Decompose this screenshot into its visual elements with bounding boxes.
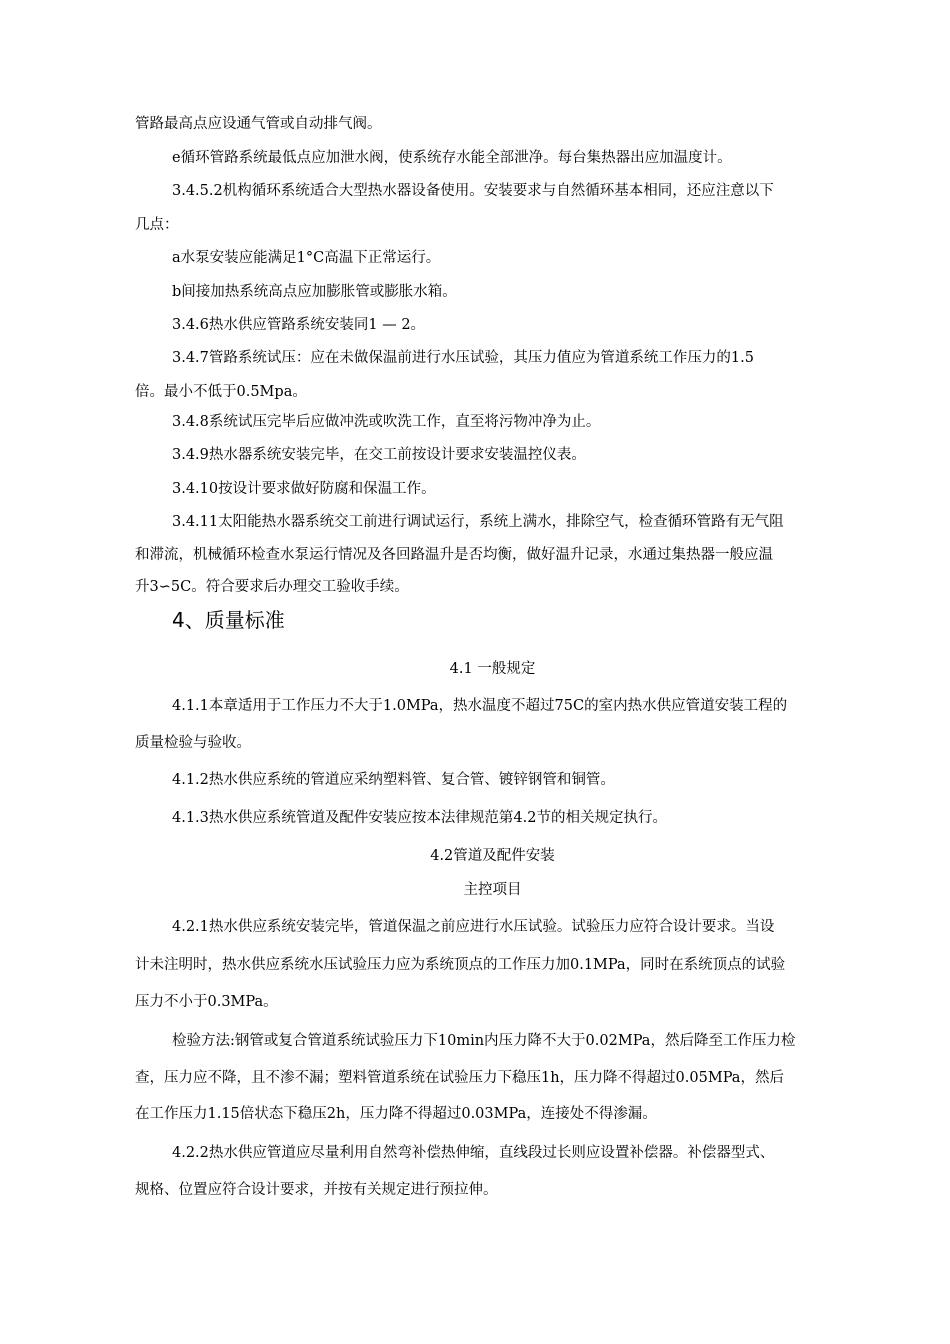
- paragraph-line: 3.4.10按设计要求做好防腐和保温工作。: [172, 481, 436, 497]
- paragraph-line: 3.4.7管路系统试压：应在未做保温前进行水压试验，其压力值应为管道系统工作压力的1.5: [172, 350, 754, 366]
- paragraph-line: 3.4.6热水供应管路系统安装同1 — 2。: [172, 317, 426, 333]
- paragraph-line: 升3∽5C。符合要求后办理交工验收手续。: [135, 579, 409, 595]
- paragraph-line: 计未注明时，热水供应系统水压试验压力应为系统顶点的工作压力加0.1MPa，同时在系统顶点的试验: [135, 957, 786, 973]
- paragraph-line: 倍。最小不低于0.5Mpa。: [135, 384, 307, 400]
- subsection-title: 4.2管道及配件安装: [430, 848, 555, 864]
- paragraph-line: 查，压力应不降，且不渗不漏；塑料管道系统在试验压力下稳压1h，压力降不得超过0.05MPa，然后: [135, 1070, 784, 1086]
- paragraph-line: 压力不小于0.3MPa。: [135, 994, 278, 1010]
- paragraph-line: 在工作压力1.15倍状态下稳压2h，压力降不得超过0.03MPa，连接处不得渗漏。: [135, 1106, 657, 1122]
- paragraph-line: 3.4.5.2机构循环系统适合大型热水器设备使用。安装要求与自然循环基本相同，还应注意以下: [172, 183, 774, 199]
- paragraph-line: 3.4.11太阳能热水器系统交工前进行调试运行，系统上满水，排除空气，检查循环管路有无气阻: [172, 514, 784, 530]
- paragraph-line: 3.4.9热水器系统安装完毕，在交工前按设计要求安装温控仪表。: [172, 447, 586, 463]
- paragraph-line: 几点：: [135, 217, 179, 233]
- paragraph-line: a水泵安装应能满足1°C高温下正常运行。: [172, 250, 441, 266]
- subsection-title: 主控项目: [463, 882, 522, 898]
- paragraph-line: 质量检验与验收。: [135, 735, 251, 751]
- paragraph-line: 检验方法:钢管或复合管道系统试验压力下10min内压力降不大于0.02MPa，然后降至工作压力检: [172, 1033, 796, 1049]
- paragraph-line: e循环管路系统最低点应加泄水阀，使系统存水能全部泄净。每台集热器出应加温度计。: [172, 150, 732, 166]
- paragraph-line: 4.1.2热水供应系统的管道应采纳塑料管、复合管、镀锌钢管和铜管。: [172, 772, 615, 788]
- paragraph-line: b间接加热系统高点应加膨胀管或膨胀水箱。: [172, 284, 457, 300]
- paragraph-line: 规格、位置应符合设计要求，并按有关规定进行预拉伸。: [135, 1182, 498, 1198]
- paragraph-line: 4.2.2热水供应管道应尽量利用自然弯补偿热伸缩，直线段过长则应设置补偿器。补偿器型式、: [172, 1145, 775, 1161]
- subsection-title: 4.1 一般规定: [449, 661, 536, 677]
- paragraph-line: 管路最高点应设通气管或自动排气阀。: [135, 116, 382, 132]
- paragraph-line: 4.1.1本章适用于工作压力不大于1.0MPa，热水温度不超过75C的室内热水供应管道安装工程的: [172, 698, 788, 714]
- paragraph-line: 和滞流，机械循环检查水泵运行情况及各回路温升是否均衡，做好温升记录，水通过集热器一般应温: [135, 547, 773, 563]
- paragraph-line: 3.4.8系统试压完毕后应做冲洗或吹洗工作，直至将污物冲净为止。: [172, 414, 601, 430]
- section-heading: 4、质量标准: [172, 608, 285, 632]
- paragraph-line: 4.1.3热水供应系统管道及配件安装应按本法律规范第4.2节的相关规定执行。: [172, 810, 667, 826]
- paragraph-line: 4.2.1热水供应系统安装完毕，管道保温之前应进行水压试验。试验压力应符合设计要求。当设: [172, 919, 775, 935]
